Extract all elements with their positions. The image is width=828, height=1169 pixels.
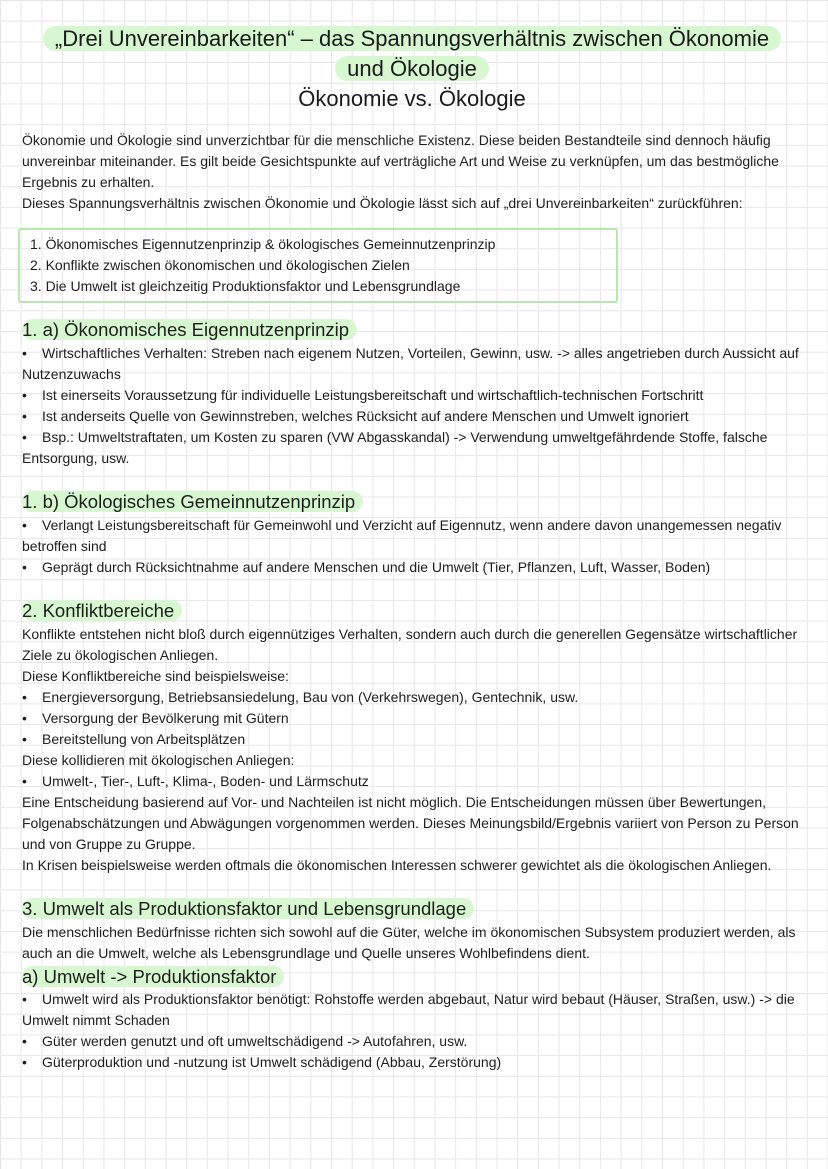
paragraph: Eine Entscheidung basierend auf Vor- und Nachteilen ist nicht möglich. Die Entscheidungen müssen über Bewertungen, Folgenabschätzungen und Abwägungen vorgenommen werden. Dieses Meinungsbild/Ergebnis variiert von Person zu Person und von Gruppe zu Gruppe. xyxy=(22,794,799,852)
bullet-item: • Wirtschaftliches Verhalten: Streben nach eigenem Nutzen, Vorteilen, Gewinn, usw. -> alles angetrieben durch Aussicht auf Nutzenzuwachs xyxy=(22,345,799,382)
bullet-item: • Energieversorgung, Betriebsansiedelung, Bau von (Verkehrswegen), Gentechnik, usw. xyxy=(22,689,579,705)
bullet-item: • Umwelt wird als Produktionsfaktor benötigt: Rohstoffe werden abgebaut, Natur wird bebaut (Häuser, Straßen, usw.) -> die Umwelt nimmt Schaden xyxy=(22,991,795,1028)
bullet-item: • Güter werden genutzt und oft umweltschädigend -> Autofahren, usw. xyxy=(22,1033,468,1049)
bullet-item: • Geprägt durch Rücksichtnahme auf andere Menschen und die Umwelt (Tier, Pflanzen, Luft, Wasser, Boden) xyxy=(22,559,711,575)
bullet-item: • Bsp.: Umweltstraftaten, um Kosten zu sparen (VW Abgasskandal) -> Verwendung umweltgefährdende Stoffe, falsche Entsorgung, usw. xyxy=(22,429,768,466)
subsection-heading-3a: a) Umwelt -> Produktionsfaktor xyxy=(22,964,802,989)
paragraph: Diese kollidieren mit ökologischen Anliegen: xyxy=(22,752,295,768)
title-block xyxy=(22,24,802,114)
paragraph: In Krisen beispielsweise werden oftmals die ökonomischen Interessen schwerer gewichtet als die ökologischen Anliegen. xyxy=(22,857,772,873)
overview-list-box xyxy=(18,228,618,303)
bullet-item: • Ist anderseits Quelle von Gewinnstreben, welches Rücksicht auf andere Menschen und Umwelt ignoriert xyxy=(22,408,689,424)
section-heading-2: 2. Konfliktbereiche xyxy=(22,598,802,624)
document-page xyxy=(22,24,802,1073)
bullet-item: • Bereitstellung von Arbeitsplätzen xyxy=(22,731,246,747)
bullet-item: • Verlangt Leistungsbereitschaft für Gemeinwohl und Verzicht auf Eigennutz, wenn andere davon unangemessen negativ betroffen sind xyxy=(22,517,782,554)
title-line-1: „Drei Unvereinbarkeiten“ – das Spannungsverhältnis zwischen Ökonomie xyxy=(43,26,781,51)
section-heading-3: 3. Umwelt als Produktionsfaktor und Lebensgrundlage xyxy=(22,896,802,922)
title-line-2: und Ökologie xyxy=(335,56,489,81)
intro-paragraph-1: Ökonomie und Ökologie sind unverzichtbar für die menschliche Existenz. Diese beiden Bestandteile sind dennoch häufig unvereinbar miteinander. Es gilt beide Gesichtspunkte auf verträgliche Art und Weise zu verknüpfen, um das bestmögliche Ergebnis zu erhalten. xyxy=(22,132,779,190)
section-heading-1b: 1. b) Ökologisches Gemeinnutzenprinzip xyxy=(22,489,802,515)
list-item: 1. Ökonomisches Eigennutzenprinzip & ökologisches Gemeinnutzenprinzip xyxy=(30,236,496,252)
paragraph: Diese Konfliktbereiche sind beispielsweise: xyxy=(22,668,289,684)
bullet-item: • Ist einerseits Voraussetzung für individuelle Leistungsbereitschaft und wirtschaftlich-technischen Fortschritt xyxy=(22,387,704,403)
list-item: 2. Konflikte zwischen ökonomischen und ökologischen Zielen xyxy=(30,257,410,273)
bullet-item: • Umwelt-, Tier-, Luft-, Klima-, Boden- und Lärmschutz xyxy=(22,773,369,789)
bullet-item: • Versorgung der Bevölkerung mit Gütern xyxy=(22,710,289,726)
subtitle: Ökonomie vs. Ökologie xyxy=(298,86,526,111)
list-item: 3. Die Umwelt ist gleichzeitig Produktionsfaktor und Lebensgrundlage xyxy=(30,278,461,294)
bullet-item: • Güterproduktion und -nutzung ist Umwelt schädigend (Abbau, Zerstörung) xyxy=(22,1054,502,1070)
intro-paragraph-2: Dieses Spannungsverhältnis zwischen Ökonomie und Ökologie lässt sich auf „drei Unvereinbarkeiten“ zurückführen: xyxy=(22,195,743,211)
section-heading-1a: 1. a) Ökonomisches Eigennutzenprinzip xyxy=(22,317,802,343)
paragraph: Konflikte entstehen nicht bloß durch eigennütziges Verhalten, sondern auch durch die generellen Gegensätze wirtschaftlicher Ziele zu ökologischen Anliegen. xyxy=(22,626,798,663)
paragraph: Die menschlichen Bedürfnisse richten sich sowohl auf die Güter, welche im ökonomischen Subsystem produziert werden, als auch an die Umwelt, welche als Lebensgrundlage und Quelle unseres Wohlbefindens dient. xyxy=(22,924,796,961)
